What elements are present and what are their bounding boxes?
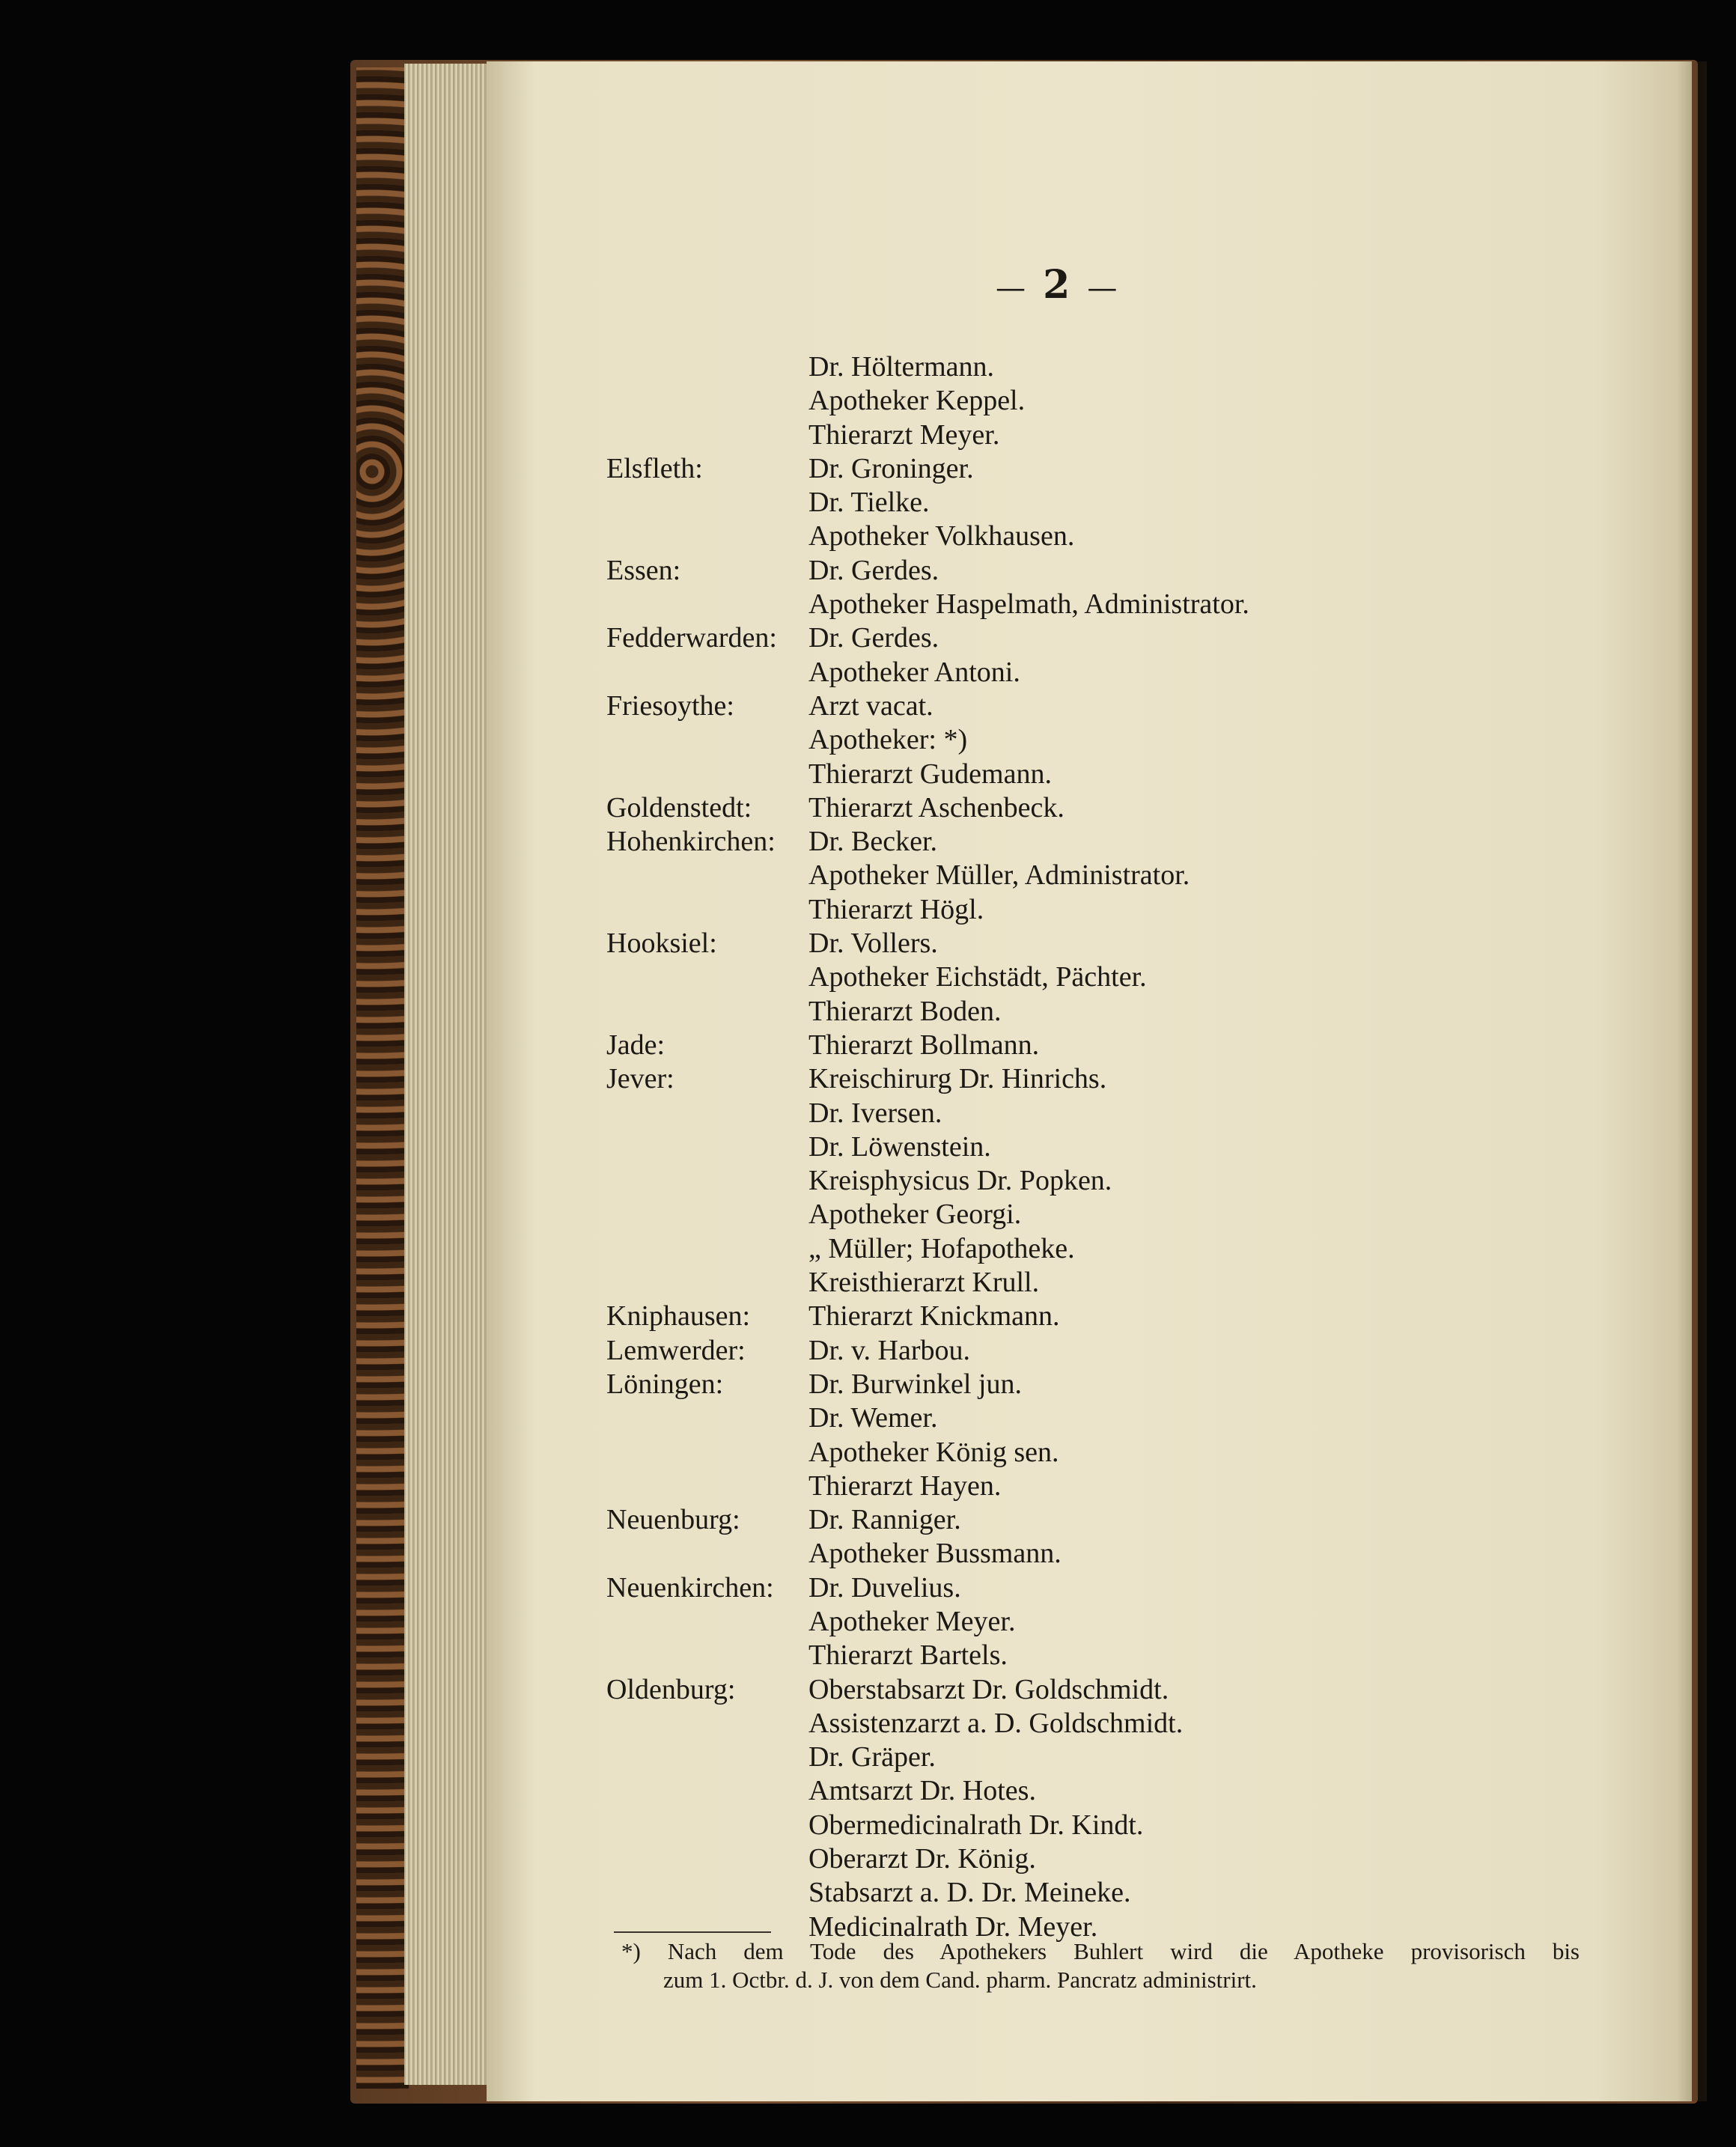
list-item [606,825,1249,859]
footnote-line-2: zum 1. Octbr. d. J. von dem Cand. pharm. Pancratz administrirt. [663,1967,1257,1993]
place-name [606,486,808,520]
person-entry: Dr. Iversen. [808,1097,942,1129]
list-item [606,758,1249,791]
person-entry: Apotheker Haspelmath, Administrator. [808,588,1249,621]
list-item [606,791,1249,825]
list-item [606,1062,1249,1096]
person-entry: Dr. Wemer. [808,1402,938,1434]
person-entry: Thierarzt Hayen. [808,1470,1002,1502]
person-entry: Thierarzt Bollmann. [808,1029,1040,1061]
place-name: Neuenburg: [606,1504,740,1536]
list-item [606,1707,1249,1741]
footnote-rule [614,1931,771,1933]
place-name [606,1232,808,1266]
list-item [606,1232,1249,1266]
list-item [606,1537,1249,1571]
place-name: Lemwerder: [606,1334,746,1366]
place-name: Hooksiel: [606,928,717,960]
place-name [606,723,808,757]
place-name [606,1436,808,1470]
person-entry: Dr. Becker. [808,826,938,858]
list-item [606,1436,1249,1470]
page-number: 2 [1043,262,1070,308]
person-entry: Dr. Ranniger. [808,1504,961,1536]
place-name [606,350,808,384]
page-number-header [996,262,1117,308]
list-item [606,1130,1249,1164]
list-item [606,350,1249,384]
list-item [606,486,1249,520]
place-name: Jade: [606,1029,666,1061]
list-item [606,1503,1249,1537]
person-entry: Apotheker Volkhausen. [808,520,1075,552]
place-name [606,995,808,1029]
person-entry: Dr. v. Harbou. [808,1334,970,1366]
list-item [606,723,1249,757]
person-entry: Dr. Höltermann. [808,351,995,383]
person-entry: Dr. Gerdes. [808,554,939,586]
person-entry: „ Müller; Hofapotheke. [808,1232,1075,1264]
person-entry: Dr. Duvelius. [808,1571,961,1604]
page-number-dash-left: — [996,271,1026,305]
place-name: Fedderwarden: [606,622,777,654]
person-entry: Apotheker Georgi. [808,1199,1022,1231]
person-entry: Amtsarzt Dr. Hotes. [808,1775,1036,1807]
list-item [606,1029,1249,1062]
person-entry: Obermedicinalrath Dr. Kindt. [808,1809,1144,1841]
place-name [606,1164,808,1198]
place-name: Jever: [606,1063,674,1095]
place-name: Elsfleth: [606,452,703,484]
place-name [606,1639,808,1672]
person-entry: Thierarzt Aschenbeck. [808,791,1065,823]
list-item [606,1401,1249,1435]
list-item [606,1876,1249,1910]
person-entry: Thierarzt Gudemann. [808,758,1052,790]
place-name [606,1842,808,1876]
person-entry: Assistenzarzt a. D. Goldschmidt. [808,1707,1184,1739]
person-entry: Dr. Burwinkel jun. [808,1368,1022,1400]
list-item [606,1809,1249,1842]
footnote [621,1937,1580,1994]
place-name [606,656,808,689]
list-item [606,1368,1249,1401]
list-item [606,452,1249,486]
page-number-dash-right: — [1087,271,1118,305]
person-entry: Apotheker Antoni. [808,656,1020,688]
list-item [606,1774,1249,1808]
person-entry: Dr. Gerdes. [808,622,939,654]
person-entry: Dr. Groninger. [808,452,974,484]
person-entry: Oberstabsarzt Dr. Goldschmidt. [808,1673,1169,1705]
list-item [606,893,1249,927]
place-name: Kniphausen: [606,1300,751,1333]
list-item [606,1334,1249,1368]
person-entry: Apotheker: *) [808,724,968,756]
person-entry: Oberarzt Dr. König. [808,1843,1036,1875]
place-name [606,1876,808,1910]
list-item [606,1673,1249,1707]
list-item [606,1198,1249,1231]
place-name: Goldenstedt: [606,791,752,823]
person-entry: Kreisthierarzt Krull. [808,1267,1040,1299]
directory-list [606,350,1249,1944]
place-name [606,859,808,892]
list-item [606,1741,1249,1774]
place-name [606,1097,808,1130]
place-name: Oldenburg: [606,1673,736,1705]
place-name [606,1130,808,1164]
person-entry: Thierarzt Knickmann. [808,1300,1060,1333]
list-item [606,1097,1249,1130]
list-item [606,1266,1249,1300]
list-item [606,554,1249,588]
list-item [606,960,1249,994]
person-entry: Apotheker Meyer. [808,1605,1016,1637]
place-name [606,1470,808,1503]
list-item [606,588,1249,621]
person-entry: Apotheker Müller, Administrator. [808,859,1190,892]
person-entry: Arzt vacat. [808,689,934,722]
place-name [606,1741,808,1774]
place-name [606,384,808,418]
list-item [606,1571,1249,1605]
list-item [606,418,1249,452]
place-name: Essen: [606,554,681,586]
place-name [606,1266,808,1300]
place-name [606,893,808,927]
place-name [606,1198,808,1231]
place-name: Neuenkirchen: [606,1571,774,1604]
list-item [606,1470,1249,1503]
place-name [606,1401,808,1435]
footnote-line-1: *) Nach dem Tode des Apothekers Buhlert wird die Apotheke provisorisch bis [621,1938,1580,1964]
person-entry: Kreischirurg Dr. Hinrichs. [808,1063,1107,1095]
person-entry: Apotheker Keppel. [808,385,1026,417]
marbled-edge [356,67,409,2089]
list-item [606,927,1249,960]
person-entry: Apotheker Bussmann. [808,1538,1062,1570]
place-name [606,758,808,791]
place-name [606,960,808,994]
page-edges [404,64,494,2085]
list-item [606,859,1249,892]
person-entry: Kreisphysicus Dr. Popken. [808,1165,1112,1197]
person-entry: Thierarzt Boden. [808,995,1002,1027]
place-name: Löningen: [606,1368,724,1400]
place-name [606,1809,808,1842]
list-item [606,1164,1249,1198]
list-item [606,1639,1249,1672]
person-entry: Thierarzt Bartels. [808,1639,1008,1672]
list-item [606,621,1249,655]
place-name [606,520,808,553]
gutter-shadow [1677,61,1707,2101]
list-item [606,520,1249,553]
person-entry: Dr. Gräper. [808,1741,936,1773]
list-item [606,656,1249,689]
list-item [606,384,1249,418]
list-item [606,995,1249,1029]
place-name [606,1537,808,1571]
list-item [606,1842,1249,1876]
list-item [606,1605,1249,1639]
place-name: Hohenkirchen: [606,826,776,858]
person-entry: Apotheker König sen. [808,1436,1059,1468]
person-entry: Dr. Tielke. [808,487,930,519]
list-item [606,1300,1249,1333]
place-name [606,1707,808,1741]
place-name [606,588,808,621]
person-entry: Medicinalrath Dr. Meyer. [808,1910,1098,1943]
place-name: Friesoythe: [606,689,734,722]
person-entry: Apotheker Eichstädt, Pächter. [808,961,1147,993]
person-entry: Stabsarzt a. D. Dr. Meineke. [808,1877,1131,1909]
place-name [606,418,808,452]
list-item [606,689,1249,723]
person-entry: Thierarzt Högl. [808,893,984,925]
person-entry: Thierarzt Meyer. [808,418,1000,451]
person-entry: Dr. Vollers. [808,928,938,960]
place-name [606,1774,808,1808]
place-name [606,1605,808,1639]
person-entry: Dr. Löwenstein. [808,1130,991,1163]
